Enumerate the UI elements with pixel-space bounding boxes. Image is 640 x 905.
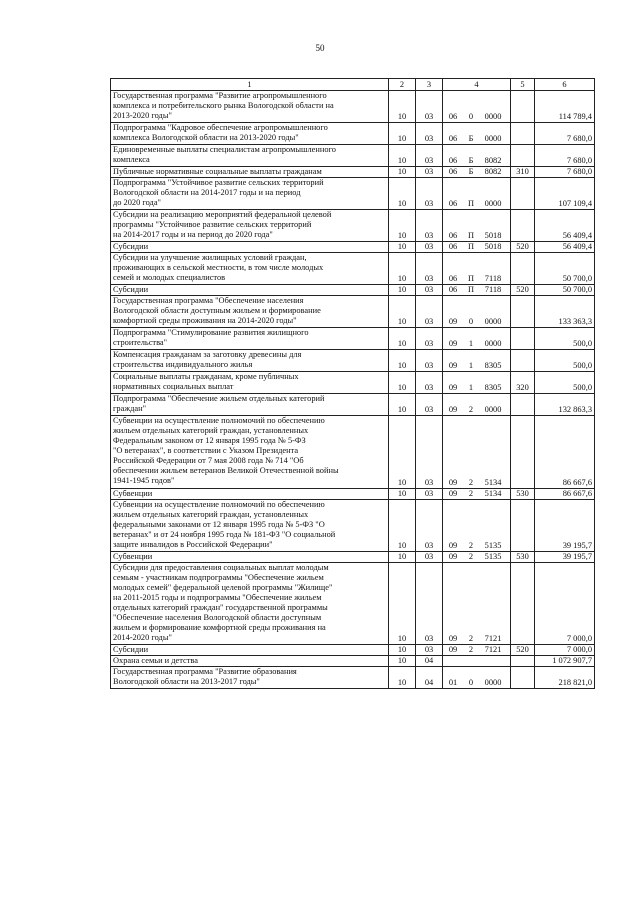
table-row xyxy=(111,563,595,645)
table-row xyxy=(111,296,595,328)
row-program-code: 09 xyxy=(448,489,458,498)
row-amount: 86 667,6 xyxy=(535,489,595,500)
row-section: 10 xyxy=(389,563,416,645)
row-name: Субсидии xyxy=(111,645,389,656)
row-program-code: 06 xyxy=(448,112,458,121)
row-target-code xyxy=(443,123,511,145)
row-name: Публичные нормативные социальные выплаты гражданам xyxy=(111,167,389,178)
row-target-code xyxy=(443,296,511,328)
row-subsection: 03 xyxy=(416,394,443,416)
table-row xyxy=(111,489,595,500)
row-section: 10 xyxy=(389,656,416,667)
row-subprogram-code: Б xyxy=(468,156,474,165)
table-row xyxy=(111,350,595,372)
table-row xyxy=(111,552,595,563)
table-row xyxy=(111,178,595,210)
column-header: 6 xyxy=(535,79,595,91)
row-subprogram-code: Б xyxy=(468,134,474,143)
row-name: Субвенции xyxy=(111,489,389,500)
row-item-code: 0000 xyxy=(484,199,502,208)
row-expense-type xyxy=(511,563,535,645)
row-section: 10 xyxy=(389,253,416,285)
row-section: 10 xyxy=(389,167,416,178)
column-header: 4 xyxy=(443,79,511,91)
row-program-code: 09 xyxy=(448,383,458,392)
row-program-code: 06 xyxy=(448,231,458,240)
row-amount: 7 680,0 xyxy=(535,167,595,178)
row-section: 10 xyxy=(389,328,416,350)
row-expense-type xyxy=(511,328,535,350)
row-section: 10 xyxy=(389,210,416,242)
row-section: 10 xyxy=(389,296,416,328)
table-header-row xyxy=(111,79,595,91)
row-amount: 500,0 xyxy=(535,350,595,372)
row-expense-type xyxy=(511,656,535,667)
row-program-code: 09 xyxy=(448,552,458,561)
row-expense-type: 310 xyxy=(511,167,535,178)
row-target-code xyxy=(443,394,511,416)
row-name: Субсидии xyxy=(111,285,389,296)
row-subprogram-code: П xyxy=(467,231,475,240)
row-item-code: 0000 xyxy=(484,134,502,143)
table-row xyxy=(111,167,595,178)
row-target-code xyxy=(443,242,511,253)
row-name: Государственная программа "Развитие образования Вологодской области на 2013-2017 годы" xyxy=(111,667,389,689)
row-item-code: 8305 xyxy=(484,361,502,370)
row-subprogram-code: Б xyxy=(468,167,474,176)
row-name: Подпрограмма "Обеспечение жильем отдельных категорий граждан" xyxy=(111,394,389,416)
row-subsection: 03 xyxy=(416,145,443,167)
row-section: 10 xyxy=(389,91,416,123)
row-section: 10 xyxy=(389,667,416,689)
table-row xyxy=(111,123,595,145)
row-subsection: 03 xyxy=(416,178,443,210)
row-expense-type xyxy=(511,253,535,285)
row-name: Субсидии для предоставления социальных выплат молодым семьям - участникам подпрограммы "Обеспечение жильем молодых семей" федеральной целевой программы "Жилище" на 2011-2015 годы и подпрограммы "Обеспечение жильем отдельных категорий граждан" государственной программы "Обеспечение населения Вологодской области доступным жильем и формирование комфортной среды проживания на 2014-2020 годы" xyxy=(111,563,389,645)
table-row xyxy=(111,253,595,285)
row-target-code xyxy=(443,178,511,210)
row-program-code: 09 xyxy=(448,541,458,550)
row-amount: 56 409,4 xyxy=(535,210,595,242)
row-subprogram-code: П xyxy=(467,242,475,251)
row-expense-type: 520 xyxy=(511,645,535,656)
row-target-code xyxy=(443,91,511,123)
column-header: 2 xyxy=(389,79,416,91)
table-row xyxy=(111,416,595,489)
row-name: Подпрограмма "Стимулирование развития жилищного строительства" xyxy=(111,328,389,350)
row-subsection: 03 xyxy=(416,296,443,328)
row-subprogram-code: 2 xyxy=(468,634,474,643)
table-row xyxy=(111,656,595,667)
row-item-code: 0000 xyxy=(484,317,502,326)
row-subsection: 03 xyxy=(416,563,443,645)
row-name: Подпрограмма "Устойчивое развитие сельских территорий Вологодской области на 2014-2017 годы и на период до 2020 года" xyxy=(111,178,389,210)
row-item-code: 8082 xyxy=(484,167,502,176)
row-item-code: 7118 xyxy=(484,285,502,294)
row-name: Субсидии на улучшение жилищных условий граждан, проживающих в сельской местности, в том числе молодых семей и молодых специалистов xyxy=(111,253,389,285)
row-item-code: 7118 xyxy=(484,274,502,283)
row-program-code: 09 xyxy=(448,634,458,643)
row-section: 10 xyxy=(389,123,416,145)
row-subsection: 03 xyxy=(416,253,443,285)
row-subsection: 04 xyxy=(416,656,443,667)
row-section: 10 xyxy=(389,178,416,210)
row-subprogram-code: П xyxy=(467,285,475,294)
row-target-code xyxy=(443,500,511,552)
row-expense-type xyxy=(511,91,535,123)
row-amount: 7 000,0 xyxy=(535,563,595,645)
row-expense-type xyxy=(511,178,535,210)
row-subprogram-code: П xyxy=(467,199,475,208)
row-subprogram-code: 2 xyxy=(468,478,474,487)
row-section: 10 xyxy=(389,394,416,416)
row-program-code: 09 xyxy=(448,405,458,414)
budget-table xyxy=(110,78,595,689)
row-amount: 39 195,7 xyxy=(535,552,595,563)
row-section: 10 xyxy=(389,145,416,167)
row-target-code xyxy=(443,350,511,372)
row-target-code xyxy=(443,645,511,656)
row-program-code: 09 xyxy=(448,645,458,654)
table-row xyxy=(111,145,595,167)
row-subsection: 03 xyxy=(416,645,443,656)
row-section: 10 xyxy=(389,645,416,656)
row-subsection: 03 xyxy=(416,416,443,489)
table-row xyxy=(111,210,595,242)
row-subprogram-code: 2 xyxy=(468,405,474,414)
row-program-code: 06 xyxy=(448,285,458,294)
row-subprogram-code: 0 xyxy=(468,678,474,687)
row-subsection: 03 xyxy=(416,500,443,552)
row-amount: 500,0 xyxy=(535,328,595,350)
row-expense-type: 530 xyxy=(511,552,535,563)
row-amount: 133 363,3 xyxy=(535,296,595,328)
row-subsection: 03 xyxy=(416,210,443,242)
row-target-code xyxy=(443,372,511,394)
row-item-code: 5018 xyxy=(484,242,502,251)
row-expense-type xyxy=(511,123,535,145)
row-subsection: 03 xyxy=(416,372,443,394)
row-section: 10 xyxy=(389,372,416,394)
row-name: Единовременные выплаты специалистам агропромышленного комплекса xyxy=(111,145,389,167)
table-row xyxy=(111,667,595,689)
row-amount: 218 821,0 xyxy=(535,667,595,689)
column-header: 1 xyxy=(111,79,389,91)
column-header: 5 xyxy=(511,79,535,91)
row-name: Охрана семьи и детства xyxy=(111,656,389,667)
row-subprogram-code: 2 xyxy=(468,489,474,498)
row-subprogram-code: 0 xyxy=(468,317,474,326)
row-subprogram-code: 2 xyxy=(468,552,474,561)
row-amount: 7 680,0 xyxy=(535,145,595,167)
table-row xyxy=(111,328,595,350)
row-item-code: 0000 xyxy=(484,405,502,414)
row-name: Подпрограмма "Кадровое обеспечение агропромышленного комплекса Вологодской области на 2013-2020 годы" xyxy=(111,123,389,145)
row-item-code: 5135 xyxy=(484,541,502,550)
column-header: 3 xyxy=(416,79,443,91)
row-item-code: 5135 xyxy=(484,552,502,561)
row-subsection: 03 xyxy=(416,242,443,253)
row-amount: 1 072 907,7 xyxy=(535,656,595,667)
row-name: Субвенции на осуществление полномочий по обеспечению жильем отдельных категорий граждан, установленных Федеральным законом от 12 января 1995 года № 5-ФЗ "О ветеранах", в соответствии с Указом Президента Российской Федерации от 7 мая 2008 года № 714 "Об обеспечении жильем ветеранов Великой Отечественной войны 1941-1945 годов" xyxy=(111,416,389,489)
row-amount: 107 109,4 xyxy=(535,178,595,210)
row-program-code: 06 xyxy=(448,274,458,283)
row-amount: 132 863,3 xyxy=(535,394,595,416)
row-subprogram-code: 0 xyxy=(468,112,474,121)
row-name: Субвенции xyxy=(111,552,389,563)
row-expense-type xyxy=(511,500,535,552)
row-program-code: 06 xyxy=(448,199,458,208)
row-name: Субсидии на реализацию мероприятий федеральной целевой программы "Устойчивое развитие сельских территорий на 2014-2017 годы и на период до 2020 года" xyxy=(111,210,389,242)
row-target-code xyxy=(443,167,511,178)
row-subsection: 03 xyxy=(416,328,443,350)
row-section: 10 xyxy=(389,285,416,296)
row-subsection: 03 xyxy=(416,167,443,178)
row-amount: 50 700,0 xyxy=(535,285,595,296)
row-item-code: 8082 xyxy=(484,156,502,165)
row-section: 10 xyxy=(389,489,416,500)
row-item-code: 0000 xyxy=(484,678,502,687)
row-item-code: 0000 xyxy=(484,112,502,121)
row-name: Государственная программа "Развитие агропромышленного комплекса и потребительского рынка Вологодской области на 2013-2020 годы" xyxy=(111,91,389,123)
row-target-code xyxy=(443,145,511,167)
row-amount: 86 667,6 xyxy=(535,416,595,489)
row-name: Государственная программа "Обеспечение населения Вологодской области доступным жильем и формирование комфортной среды проживания на 2014-2020 годы" xyxy=(111,296,389,328)
row-subsection: 03 xyxy=(416,489,443,500)
row-target-code xyxy=(443,328,511,350)
row-amount: 56 409,4 xyxy=(535,242,595,253)
row-name: Социальные выплаты гражданам, кроме публичных нормативных социальных выплат xyxy=(111,372,389,394)
row-item-code: 0000 xyxy=(484,339,502,348)
row-program-code: 06 xyxy=(448,156,458,165)
row-item-code: 5134 xyxy=(484,478,502,487)
row-target-code xyxy=(443,552,511,563)
page-number: 50 xyxy=(315,43,325,53)
row-amount: 500,0 xyxy=(535,372,595,394)
row-subsection: 03 xyxy=(416,91,443,123)
row-amount: 39 195,7 xyxy=(535,500,595,552)
row-subsection: 03 xyxy=(416,552,443,563)
row-expense-type xyxy=(511,350,535,372)
row-expense-type xyxy=(511,296,535,328)
row-program-code: 09 xyxy=(448,339,458,348)
row-item-code: 8305 xyxy=(484,383,502,392)
row-item-code: 7121 xyxy=(484,645,502,654)
row-item-code: 7121 xyxy=(484,634,502,643)
row-target-code xyxy=(443,489,511,500)
row-program-code: 06 xyxy=(448,167,458,176)
row-program-code: 09 xyxy=(448,478,458,487)
row-name: Компенсация гражданам за заготовку древесины для строительства индивидуального жилья xyxy=(111,350,389,372)
row-subprogram-code: 2 xyxy=(468,541,474,550)
row-name: Субвенции на осуществление полномочий по обеспечению жильем отдельных категорий граждан, установленных федеральными законами от 12 января 1995 года № 5-ФЗ "О ветеранах" и от 24 ноября 1995 года № 181-ФЗ "О социальной защите инвалидов в Российской Федерации" xyxy=(111,500,389,552)
row-section: 10 xyxy=(389,500,416,552)
row-subsection: 03 xyxy=(416,285,443,296)
row-program-code: 06 xyxy=(448,242,458,251)
row-expense-type: 520 xyxy=(511,242,535,253)
table-row xyxy=(111,91,595,123)
row-item-code: 5018 xyxy=(484,231,502,240)
row-subprogram-code: 1 xyxy=(468,383,474,392)
row-program-code: 09 xyxy=(448,317,458,326)
table-row xyxy=(111,394,595,416)
row-program-code: 09 xyxy=(448,361,458,370)
row-amount: 7 680,0 xyxy=(535,123,595,145)
row-expense-type xyxy=(511,667,535,689)
row-expense-type xyxy=(511,416,535,489)
row-subprogram-code: П xyxy=(467,274,475,283)
row-section: 10 xyxy=(389,552,416,563)
row-name: Субсидии xyxy=(111,242,389,253)
row-expense-type: 320 xyxy=(511,372,535,394)
table-row xyxy=(111,372,595,394)
row-expense-type xyxy=(511,394,535,416)
row-expense-type: 520 xyxy=(511,285,535,296)
row-expense-type xyxy=(511,210,535,242)
row-section: 10 xyxy=(389,350,416,372)
row-subprogram-code: 1 xyxy=(468,361,474,370)
row-section: 10 xyxy=(389,416,416,489)
row-target-code xyxy=(443,253,511,285)
table-row xyxy=(111,645,595,656)
row-subsection: 03 xyxy=(416,123,443,145)
row-program-code: 01 xyxy=(448,678,458,687)
row-target-code xyxy=(443,210,511,242)
row-subsection: 03 xyxy=(416,350,443,372)
row-target-code xyxy=(443,667,511,689)
row-program-code: 06 xyxy=(448,134,458,143)
row-amount: 50 700,0 xyxy=(535,253,595,285)
row-subprogram-code: 1 xyxy=(468,339,474,348)
row-target-code xyxy=(443,563,511,645)
table-row xyxy=(111,500,595,552)
table-row xyxy=(111,242,595,253)
table-row xyxy=(111,285,595,296)
row-expense-type: 530 xyxy=(511,489,535,500)
row-amount: 7 000,0 xyxy=(535,645,595,656)
row-target-code xyxy=(443,416,511,489)
row-subprogram-code: 2 xyxy=(468,645,474,654)
row-target-code xyxy=(443,285,511,296)
row-amount: 114 789,4 xyxy=(535,91,595,123)
row-target-code xyxy=(443,656,511,667)
row-expense-type xyxy=(511,145,535,167)
row-section: 10 xyxy=(389,242,416,253)
row-subsection: 04 xyxy=(416,667,443,689)
row-item-code: 5134 xyxy=(484,489,502,498)
